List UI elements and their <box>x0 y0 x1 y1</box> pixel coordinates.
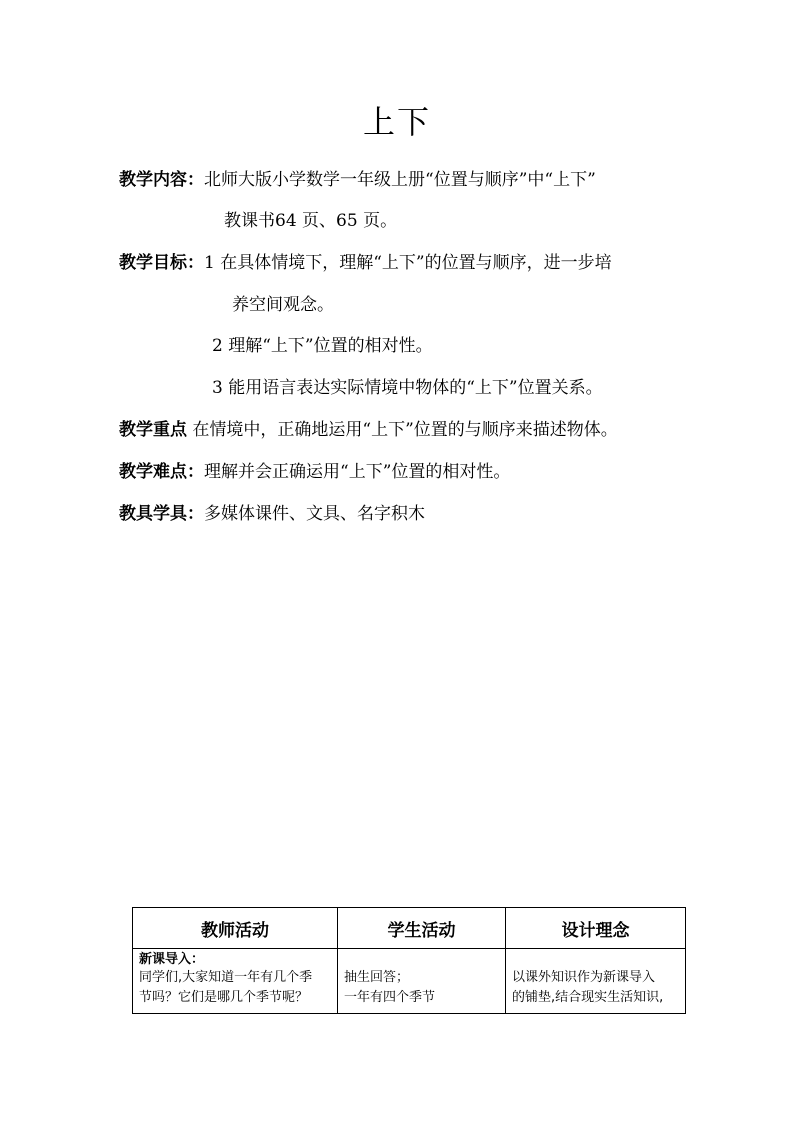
teacher-text-1: 同学们,大家知道一年有几个季 <box>139 970 313 985</box>
teacher-text-2: 节吗？它们是哪几个季节呢？ <box>139 990 309 1005</box>
design-concept-cell <box>506 949 686 1014</box>
content-text-1: 北师大版小学数学一年级上册“位置与顺序”中“上下” <box>204 170 596 190</box>
materials-label: 教具学具： <box>119 504 204 524</box>
teacher-activity-cell <box>133 949 338 1014</box>
student-activity-cell <box>338 949 506 1014</box>
header-design-concept: 设计理念 <box>506 908 686 949</box>
content-line-1 <box>119 168 596 192</box>
header-student-activity: 学生活动 <box>338 908 506 949</box>
objective-3-text: 3 能用语言表达实际情境中物体的“上下”位置关系。 <box>212 378 603 398</box>
key-point-label: 教学重点 <box>119 420 187 440</box>
lesson-table <box>132 907 686 1014</box>
content-label: 教学内容： <box>119 170 204 190</box>
page-title: 上下 <box>362 103 431 141</box>
design-text-2: 的铺垫,结合现实生活知识, <box>512 990 664 1005</box>
difficulty-line <box>119 460 510 484</box>
objectives-line-1 <box>119 251 612 275</box>
table-header-row <box>133 908 686 949</box>
table-row <box>133 949 686 1014</box>
objectives-label: 教学目标： <box>119 253 204 273</box>
intro-heading: 新课导入： <box>139 952 205 967</box>
header-teacher-activity: 教师活动 <box>133 908 338 949</box>
difficulty-label: 教学难点： <box>119 462 204 482</box>
objective-2-text: 2 理解“上下”位置的相对性。 <box>212 336 433 356</box>
key-point-text: 在情境中，正确地运用“上下”位置的与顺序来描述物体。 <box>192 420 618 440</box>
student-text-2: 一年有四个季节 <box>344 990 436 1005</box>
student-text-1: 抽生回答； <box>344 970 410 985</box>
materials-line <box>119 502 425 526</box>
difficulty-text: 理解并会正确运用“上下”位置的相对性。 <box>204 462 511 482</box>
design-text-1: 以课外知识作为新课导入 <box>512 970 656 985</box>
content-line-2: 教课书64 页、65 页。 <box>224 211 398 231</box>
materials-text: 多媒体课件、文具、名字积木 <box>204 504 425 524</box>
objective-1-text-1: 1 在具体情境下，理解“上下”的位置与顺序，进一步培 <box>204 253 612 273</box>
key-point-line <box>119 418 618 442</box>
objective-1-text-2: 养空间观念。 <box>232 295 334 315</box>
